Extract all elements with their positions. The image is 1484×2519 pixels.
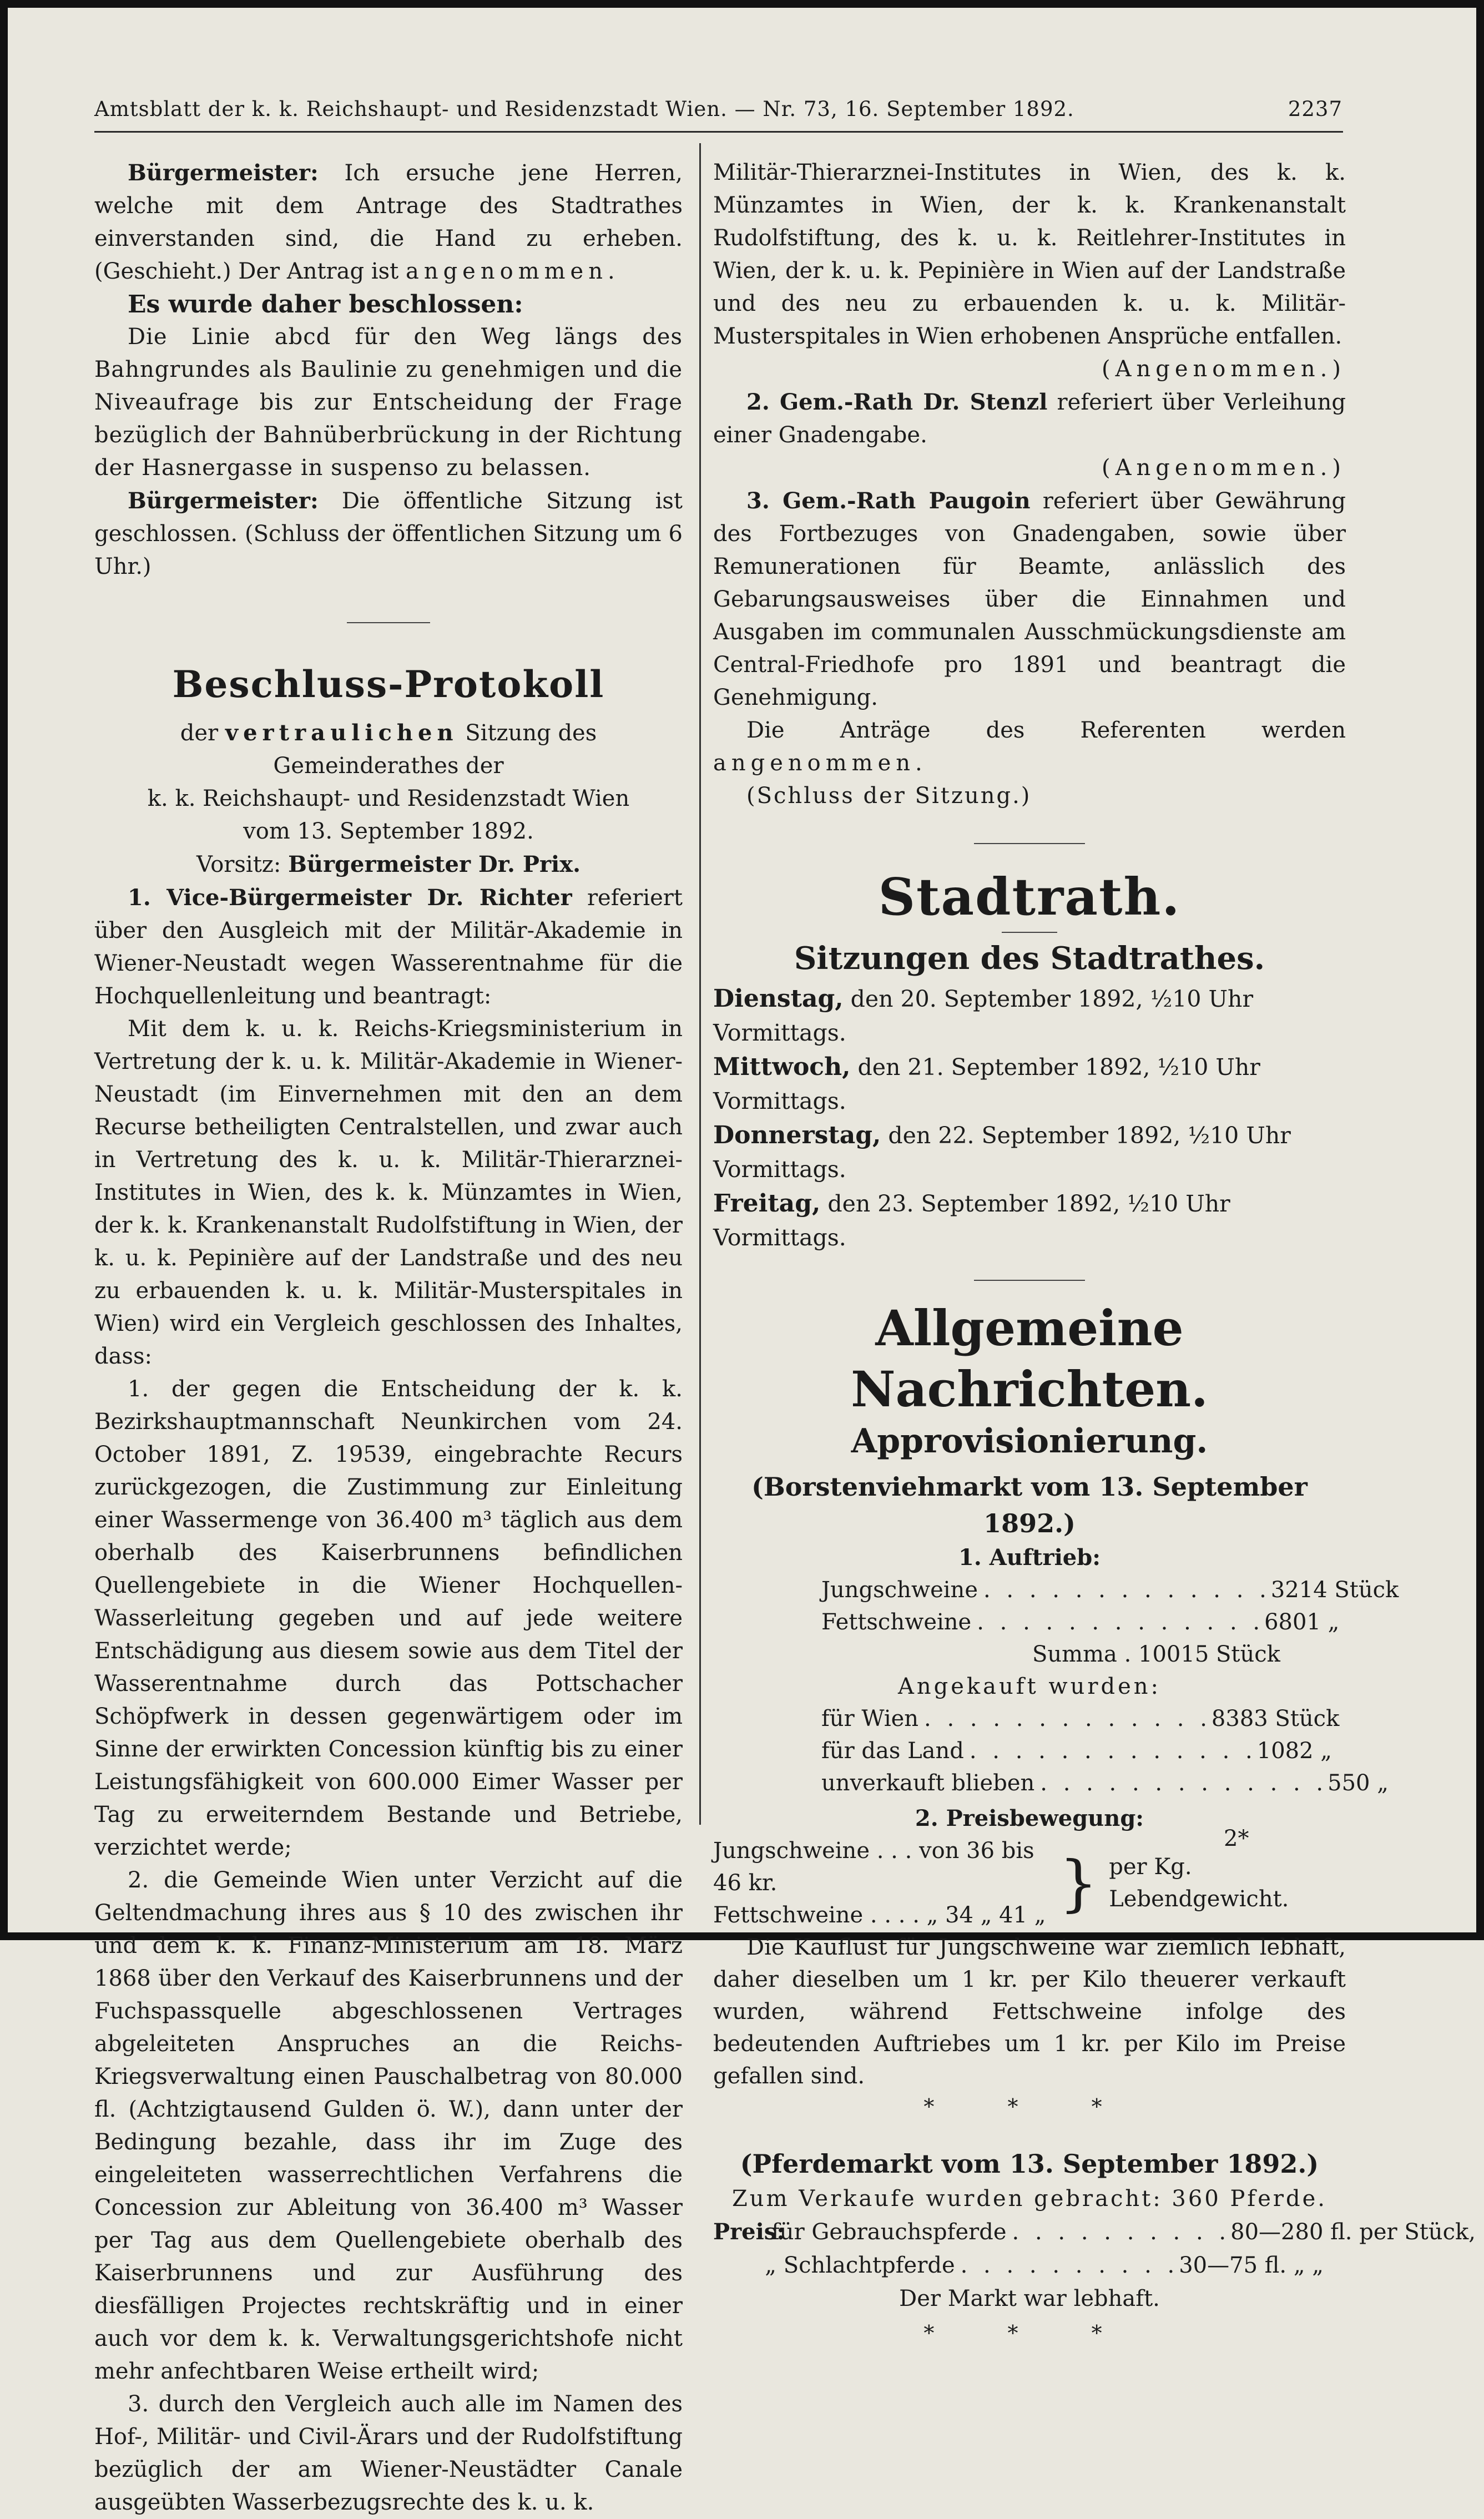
stadtrath-title: Stadtrath. xyxy=(878,867,1181,927)
item-1: 1. Vice-Bürgermeister Dr. Richter referiert über den Ausgleich mit der Militär-Akademie in Wiener-Neustadt wegen Wasserentnahme für die Hochquellenleitung und beantragt: xyxy=(94,885,683,1009)
item-1-continuation: Militär-Thierarznei-Institutes in Wien, des k. k. Münzamtes in Wien, der k. k. Krankenanstalt Rudolfstiftung, des k. u. k. Reitlehrer-Institutes in Wien, der k. u. k. Pepinière in Wien auf der Landstraße und des neu zu erbauenden k. u. k. Militär-Musterspitales in Wien erhobenen Ansprüche entfallen. xyxy=(713,160,1346,349)
market-lively: Der Markt war lebhaft. xyxy=(899,2286,1160,2311)
chair: Vorsitz: Bürgermeister Dr. Prix. xyxy=(196,851,581,877)
mayor-statement: Bürgermeister: Ich ersuche jene Herren, welche mit dem Antrage des Stadtrathes einverstanden sind, die Hand zu erheben. (Geschieht.) Der Antrag ist angenommen. xyxy=(94,160,683,284)
price-table xyxy=(713,1835,1346,1931)
item-1-clause-3: 3. durch den Vergleich auch alle im Namen des Hof-, Militär- und Civil-Ärars und der Rudolfstiftung bezüglich der am Wiener-Neustädter Canale ausgeübten Wasserbezugsrechte des k. u. k. xyxy=(94,2391,683,2515)
accepted-2: (Angenommen.) xyxy=(1102,455,1346,481)
signature-mark: 2* xyxy=(1224,1826,1249,1851)
news-title: Allgemeine Nachrichten. xyxy=(851,1299,1208,1418)
session-row: Freitag, den 23. September 1892, ½10 Uhr Vormittags. xyxy=(713,1189,1230,1251)
session-row: Dienstag, den 20. September 1892, ½10 Uhr Vormittags. xyxy=(713,985,1254,1046)
horses-brought: Zum Verkaufe wurden gebracht: 360 Pferde. xyxy=(732,2186,1327,2212)
horse-price-row: „ Schlachtpferde . . . . . . . . . . 30—75 fl. „ „ xyxy=(765,2253,1324,2278)
table-row: für Wien . . . . . . . . . . . . . 8383 Stück xyxy=(821,1706,1340,1732)
page-number: 2237 xyxy=(1288,97,1342,121)
item-3: 3. Gem.-Rath Paugoin referiert über Gewährung des Fortbezuges von Gnadengaben, sowie über Remunerationen für Beamte, anlässlich des Gebarungsausweises über die Einnahmen und Ausgaben im communalen Ausschmückungsdienste am Central-Friedhofe pro 1891 und beantragt die Genehmigung. xyxy=(713,488,1346,710)
price-heading: 2. Preisbewegung: xyxy=(915,1805,1144,1831)
price-commentary: Die Kauflust für Jungschweine war ziemlich lebhaft, daher dieselben um 1 kr. per Kilo theuerer verkauft wurden, während Fettschweine infolge des bedeutenden Auftriebes um 1 kr. per Kilo im Preise gefallen sind. xyxy=(713,1935,1346,2089)
horse-price-row: Preis: für Gebrauchspferde . . . . . . . . . . 80—280 fl. per Stück, xyxy=(713,2219,1476,2245)
pig-market-title: (Borstenviehmarkt vom 13. September 1892.) xyxy=(751,1472,1308,1538)
session-row: Mittwoch, den 21. September 1892, ½10 Uhr Vormittags. xyxy=(713,1053,1260,1114)
approvisioning-title: Approvisionierung. xyxy=(851,1422,1208,1461)
pig-market-table xyxy=(713,1542,1399,2092)
protocol-title: Beschluss-Protokoll xyxy=(172,663,605,706)
item-1-clause-2: 2. die Gemeinde Wien unter Verzicht auf die Geltendmachung ihres aus § 10 des zwischen ihr und dem k. k. Finanz-Ministerium am 18. März 1868 über den Verkauf des Kaiserbrunnens und der Fuchspassquelle abgeschlossenen Vertrages abgeleiteten Anspruches an die Reichs-Kriegsverwaltung einen Pauschalbetrag von 80.000 fl. (Achtzigtausend Gulden ö. W.), dann unter der Bedingung bezahle, dass ihr im Zuge des eingeleiteten wasserrechtlichen Verfahrens die Concession zur Ableitung von 36.400 m³ Wasser per Tag aus dem Quellengebiete oberhalb des Kaiserbrunnens und zur Ausführung des diesfälligen Projectes rechtskräftig und in einer auch vor dem k. k. Verwaltungsgerichtshofe nicht mehr anfechtbaren Weise ertheilt wird; xyxy=(94,1867,683,2384)
item-1-agreement: Mit dem k. u. k. Reichs-Kriegsministerium in Vertretung der k. u. k. Militär-Akademie in Wiener-Neustadt (im Einvernehmen mit den an dem Recurse betheiligten Centralstellen, und zwar auch in Vertretung des k. u. k. Militär-Thierarznei-Institutes in Wien, des k. k. Münzamtes in Wien, der k. k. Krankenanstalt Rudolfstiftung in Wien, der k. u. k. Pepinière auf der Landstraße und des neu zu erbauenden k. u. k. Militär-Musterspitales in Wien) wird ein Vergleich geschlossen des Inhaltes, dass: xyxy=(94,1016,683,1369)
bought-heading: Angekauft wurden: xyxy=(897,1674,1161,1699)
price-row-young: Jungschweine . . . von 36 bis 46 kr. xyxy=(713,1838,1034,1896)
table-row: Fettschweine . . . . . . . . . . . . . 6801 „ xyxy=(821,1609,1340,1635)
section-stars: * * * xyxy=(923,2094,1135,2119)
session-closing: (Schluss der Sitzung.) xyxy=(746,783,1032,809)
item-2: 2. Gem.-Rath Dr. Stenzl referiert über Verleihung einer Gnadengabe. xyxy=(713,389,1346,448)
resolution-heading: Es wurde daher beschlossen: xyxy=(128,290,523,319)
running-header xyxy=(94,97,1342,121)
accepted-1: (Angenommen.) xyxy=(1102,356,1346,382)
brace: } xyxy=(1059,1847,1098,1919)
table-row: für das Land . . . . . . . . . . . . . 1082 „ xyxy=(821,1738,1332,1764)
protocol-subtitle-2: k. k. Reichshaupt- und Residenzstadt Wien xyxy=(147,786,630,811)
session-row: Donnerstag, den 22. September 1892, ½10 Uhr Vormittags. xyxy=(713,1121,1291,1183)
price-row-fat: Fettschweine . . . . „ 34 „ 41 „ xyxy=(713,1902,1046,1928)
horse-market xyxy=(713,2182,1476,2315)
horse-market-title: (Pferdemarkt vom 13. September 1892.) xyxy=(740,2149,1319,2179)
session-closed: Bürgermeister: Die öffentliche Sitzung ist geschlossen. (Schluss der öffentlichen Sitzung um 6 Uhr.) xyxy=(94,488,683,579)
header-rule xyxy=(94,131,1343,133)
section-separator xyxy=(974,843,1085,844)
price-unit: per Kg. Lebendgewicht. xyxy=(1109,1854,1289,1912)
protocol-date: vom 13. September 1892. xyxy=(243,819,534,844)
summa-row: Summa . 10015 Stück xyxy=(1032,1642,1280,1667)
table-row: unverkauft blieben . . . . . . . . . . . . . 550 „ xyxy=(821,1770,1389,1796)
supply-heading: 1. Auftrieb: xyxy=(958,1544,1101,1571)
item-1-clause-1: 1. der gegen die Entscheidung der k. k. Bezirkshauptmannschaft Neunkirchen vom 24. October 1891, Z. 19539, eingebrachte Recurs zurückgezogen, die Zustimmung zur Einleitung einer Wassermenge von 36.400 m³ täglich aus dem oberhalb des Kaiserbrunnens befindlichen Quellengebiete in die Wiener Hochquellen-Wasserleitung gegeben und auf jede weitere Entschädigung aus diesem sowie aus dem Titel der Wasserentnahme durch das Pottschacher Schöpfwerk in dessen gegenwärtigem oder im Sinne der erwirkten Concession künftig bis zu einer Leistungsfähigkeit von 600.000 Eimer Wasser per Tag zu erweiterndem Bestande und Betriebe, verzichtet werde; xyxy=(94,1376,683,1860)
section-separator xyxy=(974,1280,1085,1281)
section-separator xyxy=(347,622,430,623)
resolution-text: Die Linie abcd für den Weg längs des Bahngrundes als Baulinie zu genehmigen und die Niveaufrage bis zur Entscheidung der Frage bezüglich der Bahnüberbrückung in der Richtung der Hasnergasse in suspenso zu belassen. xyxy=(94,324,683,481)
protocol-subtitle-1: der vertraulichen Sitzung des Gemeinderathes der xyxy=(180,720,597,779)
left-column xyxy=(94,157,683,2519)
right-column xyxy=(713,157,1476,2345)
table-row: Jungschweine . . . . . . . . . . . . . 3214 Stück xyxy=(821,1577,1399,1603)
section-stars-end: * * * xyxy=(923,2321,1135,2345)
sessions-title: Sitzungen des Stadtrathes. xyxy=(794,940,1265,977)
running-title: Amtsblatt der k. k. Reichshaupt- und Residenzstadt Wien. — Nr. 73, 16. September 1892. xyxy=(94,97,1074,121)
title-rule xyxy=(1002,932,1057,933)
item-3-decision: Die Anträge des Referenten werden angenommen. xyxy=(713,718,1346,776)
column-divider xyxy=(699,143,701,1825)
sessions-list xyxy=(713,982,1346,1255)
